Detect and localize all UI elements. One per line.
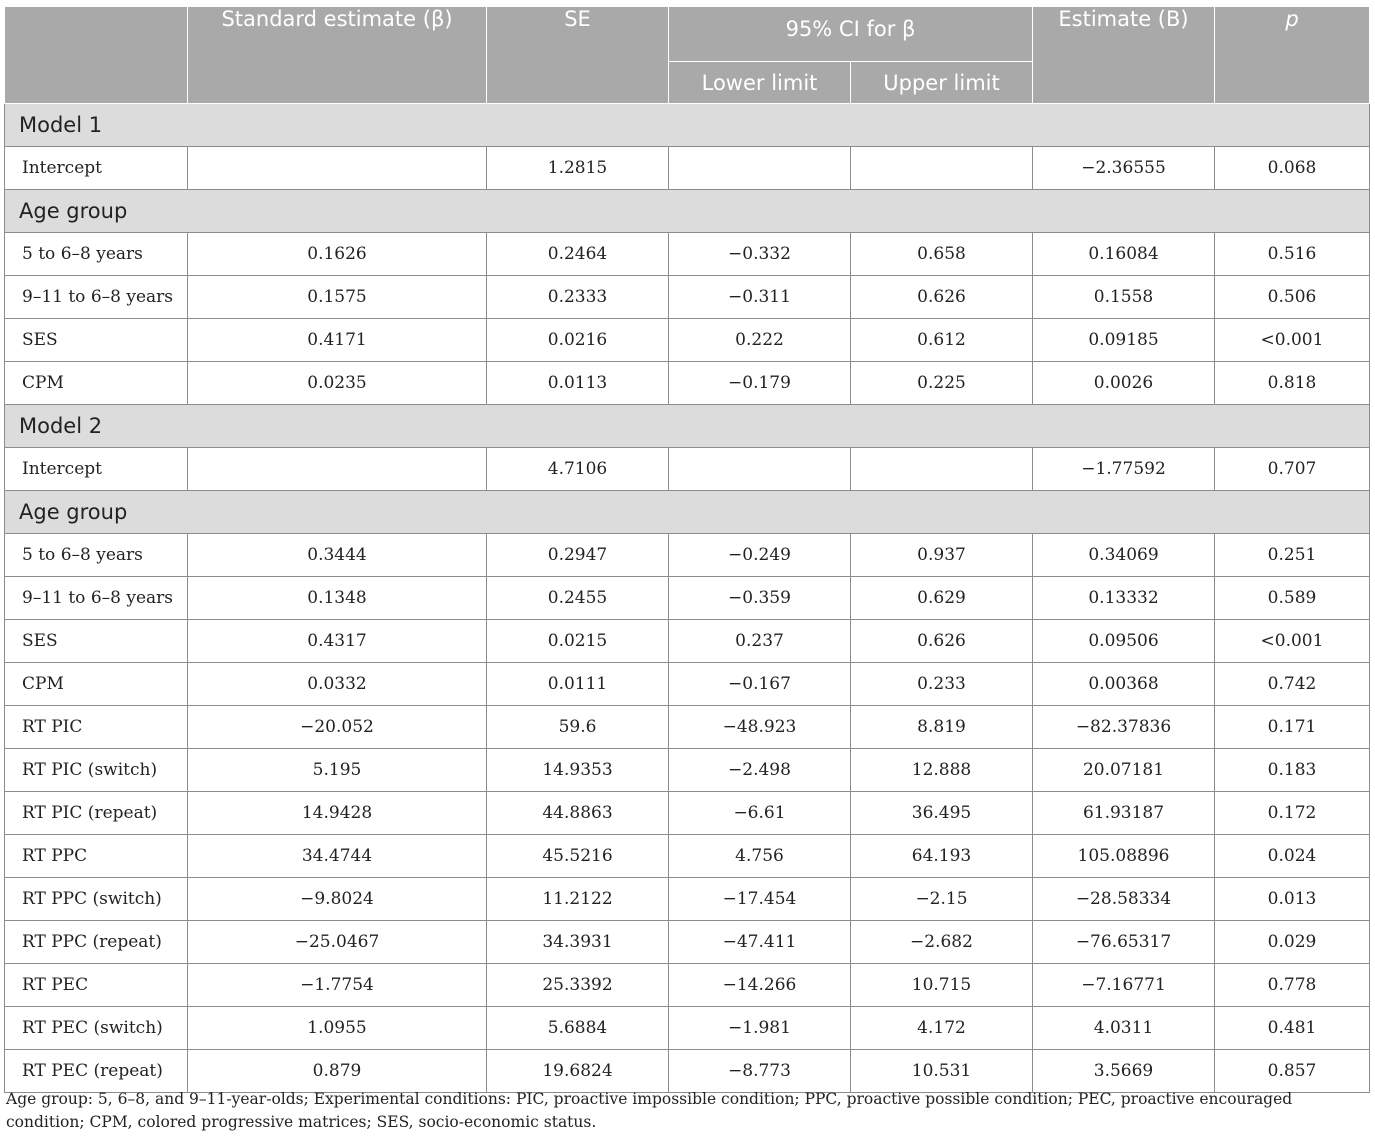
row-label: RT PPC (repeat): [5, 921, 188, 964]
section-row: [5, 190, 1370, 233]
row-label: RT PEC: [5, 964, 188, 1007]
row-label: RT PPC: [5, 835, 188, 878]
cell-lower-limit: −2.498: [669, 749, 851, 792]
row-label: SES: [5, 319, 188, 362]
cell-p: 0.029: [1215, 921, 1370, 964]
cell-standard-estimate: 0.0235: [188, 362, 487, 405]
cell-upper-limit: 64.193: [851, 835, 1033, 878]
cell-upper-limit: [851, 448, 1033, 491]
cell-lower-limit: −0.332: [669, 233, 851, 276]
cell-se: 1.2815: [487, 147, 669, 190]
row-label: RT PIC (switch): [5, 749, 188, 792]
cell-p: 0.013: [1215, 878, 1370, 921]
cell-standard-estimate: 0.1575: [188, 276, 487, 319]
section-label: Age group: [5, 491, 1370, 534]
table-row: [5, 1050, 1370, 1093]
cell-estimate-b: −82.37836: [1033, 706, 1215, 749]
cell-lower-limit: −17.454: [669, 878, 851, 921]
cell-standard-estimate: [188, 448, 487, 491]
cell-upper-limit: 8.819: [851, 706, 1033, 749]
cell-lower-limit: [669, 147, 851, 190]
cell-upper-limit: −2.15: [851, 878, 1033, 921]
table-row: [5, 835, 1370, 878]
cell-lower-limit: −0.167: [669, 663, 851, 706]
row-label: CPM: [5, 663, 188, 706]
cell-upper-limit: 10.531: [851, 1050, 1033, 1093]
cell-standard-estimate: 0.4317: [188, 620, 487, 663]
cell-estimate-b: 0.09185: [1033, 319, 1215, 362]
cell-upper-limit: −2.682: [851, 921, 1033, 964]
row-label: 5 to 6–8 years: [5, 233, 188, 276]
cell-standard-estimate: 1.0955: [188, 1007, 487, 1050]
cell-p: 0.818: [1215, 362, 1370, 405]
cell-p: 0.068: [1215, 147, 1370, 190]
cell-p: 0.506: [1215, 276, 1370, 319]
table-row: [5, 276, 1370, 319]
row-label: RT PPC (switch): [5, 878, 188, 921]
row-label: Intercept: [5, 147, 188, 190]
header-estimate-b: Estimate (B): [1033, 7, 1215, 104]
cell-p: <0.001: [1215, 620, 1370, 663]
table-row: [5, 577, 1370, 620]
cell-lower-limit: −0.249: [669, 534, 851, 577]
table-row: [5, 792, 1370, 835]
cell-se: 44.8863: [487, 792, 669, 835]
cell-lower-limit: −47.411: [669, 921, 851, 964]
table-row: [5, 147, 1370, 190]
cell-lower-limit: −0.179: [669, 362, 851, 405]
cell-upper-limit: 0.937: [851, 534, 1033, 577]
row-label: 9–11 to 6–8 years: [5, 276, 188, 319]
cell-se: 0.2333: [487, 276, 669, 319]
cell-estimate-b: 0.09506: [1033, 620, 1215, 663]
table-row: [5, 749, 1370, 792]
cell-estimate-b: 61.93187: [1033, 792, 1215, 835]
cell-standard-estimate: 0.0332: [188, 663, 487, 706]
cell-se: 5.6884: [487, 1007, 669, 1050]
cell-se: 0.0215: [487, 620, 669, 663]
section-row: [5, 104, 1370, 147]
row-label: RT PIC (repeat): [5, 792, 188, 835]
table-row: [5, 534, 1370, 577]
cell-standard-estimate: 0.1348: [188, 577, 487, 620]
table-row: [5, 620, 1370, 663]
cell-estimate-b: 0.13332: [1033, 577, 1215, 620]
table-header: [5, 7, 1370, 104]
cell-se: 34.3931: [487, 921, 669, 964]
regression-table: [4, 6, 1370, 1093]
table-footnote: Age group: 5, 6–8, and 9–11-year-olds; Experimental conditions: PIC, proactive impossible condition; PPC, proactive possible condition; PEC, proactive encouraged condition; CPM, colored progressive matrices; SES, socio-economic status.: [6, 1090, 1293, 1131]
cell-p: 0.024: [1215, 835, 1370, 878]
table-row: [5, 663, 1370, 706]
cell-standard-estimate: −9.8024: [188, 878, 487, 921]
cell-standard-estimate: −1.7754: [188, 964, 487, 1007]
cell-se: 25.3392: [487, 964, 669, 1007]
cell-lower-limit: [669, 448, 851, 491]
row-label: RT PEC (switch): [5, 1007, 188, 1050]
row-label: RT PIC: [5, 706, 188, 749]
section-label: Age group: [5, 190, 1370, 233]
header-lower-limit: Lower limit: [669, 62, 851, 104]
cell-standard-estimate: 14.9428: [188, 792, 487, 835]
cell-se: 0.0111: [487, 663, 669, 706]
cell-se: 0.2464: [487, 233, 669, 276]
cell-upper-limit: 0.233: [851, 663, 1033, 706]
cell-estimate-b: 0.0026: [1033, 362, 1215, 405]
cell-upper-limit: 10.715: [851, 964, 1033, 1007]
header-standard-estimate: Standard estimate (β): [188, 7, 487, 104]
cell-standard-estimate: 0.879: [188, 1050, 487, 1093]
cell-se: 14.9353: [487, 749, 669, 792]
section-label: Model 2: [5, 405, 1370, 448]
cell-standard-estimate: −25.0467: [188, 921, 487, 964]
cell-estimate-b: −1.77592: [1033, 448, 1215, 491]
cell-upper-limit: 0.612: [851, 319, 1033, 362]
cell-standard-estimate: 0.4171: [188, 319, 487, 362]
cell-standard-estimate: [188, 147, 487, 190]
cell-lower-limit: −6.61: [669, 792, 851, 835]
cell-estimate-b: −2.36555: [1033, 147, 1215, 190]
cell-estimate-b: 3.5669: [1033, 1050, 1215, 1093]
cell-p: 0.742: [1215, 663, 1370, 706]
row-label: CPM: [5, 362, 188, 405]
cell-lower-limit: −48.923: [669, 706, 851, 749]
table-row: [5, 706, 1370, 749]
table-row: [5, 319, 1370, 362]
table-body: [5, 104, 1370, 1093]
header-upper-limit: Upper limit: [851, 62, 1033, 104]
table-row: [5, 233, 1370, 276]
cell-standard-estimate: 0.3444: [188, 534, 487, 577]
cell-se: 59.6: [487, 706, 669, 749]
cell-lower-limit: −0.359: [669, 577, 851, 620]
cell-estimate-b: 20.07181: [1033, 749, 1215, 792]
cell-p: <0.001: [1215, 319, 1370, 362]
cell-se: 19.6824: [487, 1050, 669, 1093]
cell-se: 11.2122: [487, 878, 669, 921]
cell-lower-limit: −14.266: [669, 964, 851, 1007]
cell-upper-limit: 36.495: [851, 792, 1033, 835]
cell-se: 4.7106: [487, 448, 669, 491]
cell-estimate-b: 0.00368: [1033, 663, 1215, 706]
cell-lower-limit: −8.773: [669, 1050, 851, 1093]
table-row: [5, 448, 1370, 491]
cell-p: 0.516: [1215, 233, 1370, 276]
table-row: [5, 964, 1370, 1007]
cell-p: 0.589: [1215, 577, 1370, 620]
table-row: [5, 878, 1370, 921]
row-label: 5 to 6–8 years: [5, 534, 188, 577]
table-row: [5, 921, 1370, 964]
cell-estimate-b: 0.34069: [1033, 534, 1215, 577]
cell-standard-estimate: 34.4744: [188, 835, 487, 878]
cell-estimate-b: −28.58334: [1033, 878, 1215, 921]
section-row: [5, 405, 1370, 448]
cell-lower-limit: 4.756: [669, 835, 851, 878]
cell-standard-estimate: 5.195: [188, 749, 487, 792]
cell-upper-limit: 0.658: [851, 233, 1033, 276]
cell-lower-limit: 0.222: [669, 319, 851, 362]
cell-standard-estimate: 0.1626: [188, 233, 487, 276]
cell-p: 0.251: [1215, 534, 1370, 577]
section-row: [5, 491, 1370, 534]
header-se: SE: [487, 7, 669, 104]
table-row: [5, 362, 1370, 405]
cell-p: 0.857: [1215, 1050, 1370, 1093]
cell-p: 0.172: [1215, 792, 1370, 835]
regression-table-container: [4, 6, 1369, 1093]
header-p: p: [1215, 7, 1370, 104]
header-empty: [5, 7, 188, 104]
cell-estimate-b: −76.65317: [1033, 921, 1215, 964]
cell-se: 45.5216: [487, 835, 669, 878]
section-label: Model 1: [5, 104, 1370, 147]
row-label: RT PEC (repeat): [5, 1050, 188, 1093]
row-label: Intercept: [5, 448, 188, 491]
cell-lower-limit: −1.981: [669, 1007, 851, 1050]
cell-upper-limit: 0.626: [851, 620, 1033, 663]
cell-estimate-b: 4.0311: [1033, 1007, 1215, 1050]
cell-upper-limit: 4.172: [851, 1007, 1033, 1050]
cell-p: 0.707: [1215, 448, 1370, 491]
cell-p: 0.778: [1215, 964, 1370, 1007]
cell-se: 0.0113: [487, 362, 669, 405]
cell-se: 0.0216: [487, 319, 669, 362]
row-label: SES: [5, 620, 188, 663]
cell-estimate-b: 0.1558: [1033, 276, 1215, 319]
cell-estimate-b: 105.08896: [1033, 835, 1215, 878]
cell-standard-estimate: −20.052: [188, 706, 487, 749]
cell-upper-limit: [851, 147, 1033, 190]
cell-p: 0.171: [1215, 706, 1370, 749]
cell-estimate-b: 0.16084: [1033, 233, 1215, 276]
cell-upper-limit: 0.629: [851, 577, 1033, 620]
cell-lower-limit: −0.311: [669, 276, 851, 319]
cell-se: 0.2455: [487, 577, 669, 620]
cell-upper-limit: 0.626: [851, 276, 1033, 319]
header-ci: 95% CI for β: [669, 7, 1033, 62]
cell-upper-limit: 12.888: [851, 749, 1033, 792]
cell-p: 0.481: [1215, 1007, 1370, 1050]
row-label: 9–11 to 6–8 years: [5, 577, 188, 620]
table-row: [5, 1007, 1370, 1050]
cell-estimate-b: −7.16771: [1033, 964, 1215, 1007]
cell-se: 0.2947: [487, 534, 669, 577]
cell-lower-limit: 0.237: [669, 620, 851, 663]
cell-upper-limit: 0.225: [851, 362, 1033, 405]
cell-p: 0.183: [1215, 749, 1370, 792]
